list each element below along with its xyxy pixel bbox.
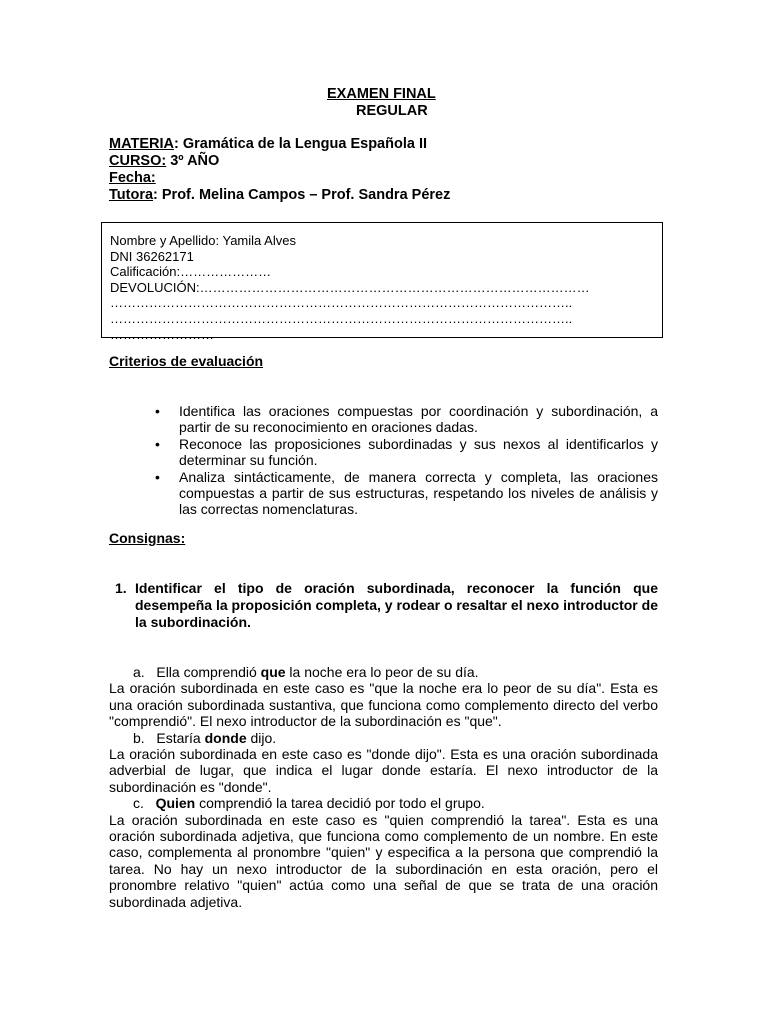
devolucion-field: DEVOLUCIÓN:………………………………………………………………………………	[110, 279, 590, 295]
sentence-b	[109, 730, 658, 746]
criterio-item: • Reconoce las proposiciones subordinadas y sus nexos al identificarlos y determinar su función.	[155, 436, 658, 469]
sentence-a-post: la noche era lo peor de su día.	[285, 664, 479, 680]
nexo-c: Quien	[155, 795, 196, 812]
consigna-number: 1.	[115, 580, 127, 596]
criterio-item: • Analiza sintácticamente, de manera correcta y completa, las oraciones compuestas a partir de sus estructuras, respetando los niveles de análisis y las correctas nomenclaturas.	[155, 469, 658, 518]
devolucion-line-2: ……………………………………………………………………………………………..	[110, 295, 573, 311]
materia-row	[109, 136, 450, 153]
sentence-a-pre: Ella comprendió	[156, 664, 261, 680]
student-info-box	[101, 222, 663, 342]
title-line-2: REGULAR	[356, 103, 428, 119]
tutora-label: Tutora	[109, 187, 154, 203]
criterio-item: • Identifica las oraciones compuestas por coordinación y subordinación, a partir de su reconocimiento en oraciones dadas.	[155, 403, 658, 436]
consigna-text: Identificar el tipo de oración subordinada, reconocer la función que desempeña la proposición completa, y rodear o resaltar el nexo introductor de la subordinación.	[135, 580, 658, 630]
tutora-value: : Prof. Melina Campos – Prof. Sandra Pérez	[153, 187, 451, 203]
consignas-colon: :	[180, 530, 186, 546]
consignas-heading	[109, 530, 185, 546]
student-dni: DNI 36262171	[110, 248, 194, 264]
nexo-b: donde	[204, 729, 247, 746]
curso-value: 3º AÑO	[166, 153, 220, 169]
exam-meta	[109, 136, 450, 204]
sentence-b-pre: Estaría	[156, 729, 205, 746]
curso-label: CURSO:	[109, 153, 167, 169]
criterios-heading: Criterios de evaluación	[109, 353, 264, 369]
sentence-c	[109, 795, 658, 811]
answer-b: La oración subordinada en este caso es "donde dijo". Esta es una oración subordinada adverbial de lugar, que indica el lugar donde estaría. El nexo introductor de la subordinación es "donde".	[109, 746, 658, 795]
answers	[109, 664, 658, 910]
materia-label: MATERIA	[109, 136, 174, 152]
answer-a: La oración subordinada en este caso es "que la noche era lo peor de su día". Esta es una oración subordinada sustantiva, que funciona como complemento directo del verbo "comprendió". El nexo introductor de la subordinación es "que".	[109, 680, 658, 730]
marker-b: b.	[133, 729, 145, 746]
calificacion-field: Calificación:…………………	[110, 264, 272, 280]
criterios-list	[155, 403, 658, 518]
fecha-row	[109, 170, 450, 187]
marker-c: c.	[133, 795, 144, 812]
nexo-a: que	[260, 664, 286, 680]
title-line-1: EXAMEN FINAL	[327, 86, 436, 102]
curso-row	[109, 153, 450, 170]
marker-a: a.	[133, 664, 145, 680]
consignas-label: Consignas	[109, 530, 181, 546]
consigna-1	[115, 580, 658, 631]
materia-value: : Gramática de la Lengua Española II	[173, 136, 428, 152]
sentence-c-post: comprendió la tarea decidió por todo el grupo.	[195, 795, 485, 812]
sentence-a	[109, 664, 658, 680]
devolucion-line-4: ……………………	[110, 326, 214, 342]
fecha-label: Fecha:	[109, 170, 156, 186]
student-name: Nombre y Apellido: Yamila Alves	[110, 233, 296, 248]
devolucion-line-3: ……………………………………………………………………………………………..	[110, 310, 573, 326]
tutora-row	[109, 187, 450, 204]
sentence-b-post: dijo.	[246, 729, 277, 746]
answer-c: La oración subordinada en este caso es "quien comprendió la tarea". Esta es una oración subordinada adjetiva, que funciona como complemento de un nombre. En este caso, complementa al pronombre "quien" y especifica a la persona que comprendió la tarea. No hay un nexo introductor de la subordinación en esta oración, pero el pronombre relativo "quien" actúa como una señal de que se trata de una oración subordinada adjetiva.	[109, 811, 658, 910]
